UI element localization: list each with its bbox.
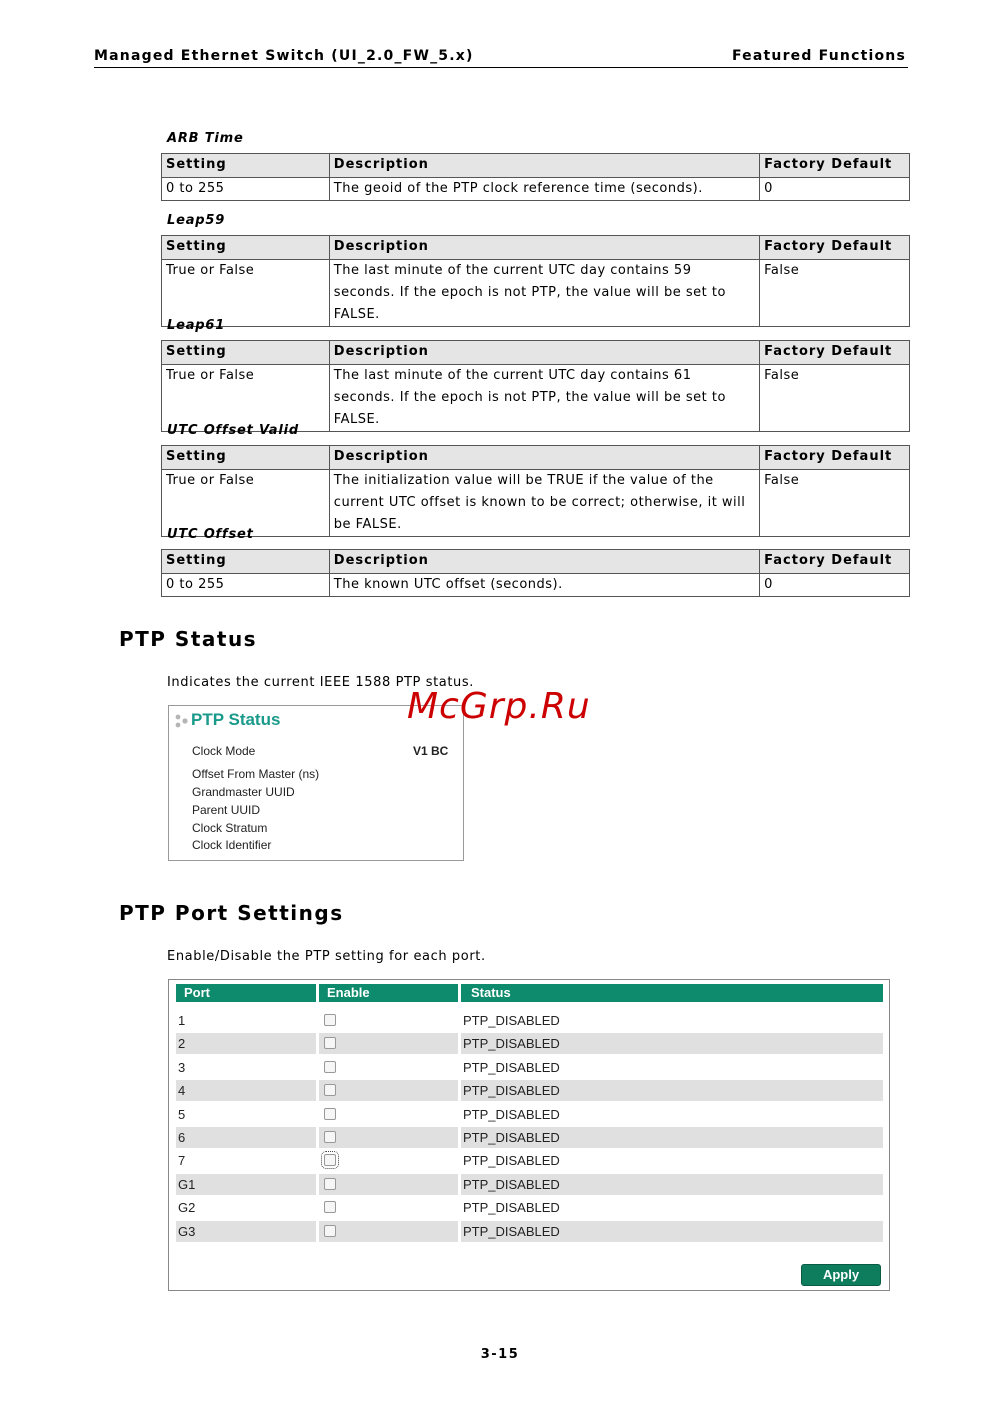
setting-cell: True or False	[162, 470, 330, 537]
enable-cell	[319, 1010, 458, 1031]
table-row	[176, 1104, 883, 1125]
col-header-port: Port	[176, 984, 316, 1002]
bullet-dots-icon	[174, 713, 190, 729]
enable-cell	[319, 1127, 458, 1148]
status-cell: PTP_DISABLED	[463, 1013, 560, 1028]
col-header: Setting	[162, 154, 330, 178]
default-cell: False	[760, 365, 910, 432]
col-header: Factory Default	[760, 446, 910, 470]
port-cell: 3	[178, 1059, 186, 1075]
param-table-utc-offset	[161, 549, 910, 597]
status-cell: PTP_DISABLED	[461, 1221, 883, 1242]
port-cell: 7	[178, 1153, 186, 1169]
col-header: Description	[329, 341, 759, 365]
panel-title: PTP Status	[191, 710, 281, 729]
ptp-port-panel	[168, 979, 890, 1291]
setting-cell: 0 to 255	[162, 574, 330, 597]
header-left: Managed Ethernet Switch (UI_2.0_FW_5.x)	[94, 48, 474, 64]
port-cell: 6	[176, 1127, 316, 1148]
col-header: Setting	[162, 550, 330, 574]
section-intro-ptp-status: Indicates the current IEEE 1588 PTP status.	[167, 675, 475, 690]
param-table-leap61	[161, 340, 910, 432]
section-title-ptp-port: PTP Port Settings	[119, 901, 344, 925]
port-cell: G2	[178, 1200, 196, 1216]
col-header: Description	[329, 236, 759, 260]
status-cell: PTP_DISABLED	[461, 1127, 883, 1148]
setting-cell: True or False	[162, 260, 330, 327]
default-cell: False	[760, 470, 910, 537]
col-header: Factory Default	[760, 341, 910, 365]
watermark: McGrp.Ru	[407, 686, 591, 727]
enable-cell	[319, 1057, 458, 1078]
status-value-clock-mode: V1 BC	[413, 744, 449, 758]
page-header	[94, 48, 908, 68]
status-label-parent-uuid: Parent UUID	[192, 803, 261, 817]
setting-cell: 0 to 255	[162, 178, 330, 201]
status-cell: PTP_DISABLED	[463, 1059, 560, 1075]
enable-cell	[319, 1150, 458, 1171]
param-table-utc-offset-valid	[161, 445, 910, 537]
enable-checkbox[interactable]	[324, 1178, 336, 1190]
col-header: Factory Default	[760, 550, 910, 574]
status-cell: PTP_DISABLED	[461, 1033, 883, 1054]
status-cell: PTP_DISABLED	[463, 1153, 560, 1169]
section-intro-ptp-port: Enable/Disable the PTP setting for each port.	[167, 949, 486, 964]
table-row	[176, 1127, 883, 1148]
enable-cell	[319, 1033, 458, 1054]
enable-checkbox[interactable]	[324, 1061, 336, 1073]
enable-checkbox[interactable]	[324, 1154, 336, 1166]
enable-cell	[319, 1104, 458, 1125]
status-label-clock-stratum: Clock Stratum	[192, 821, 268, 835]
port-cell: 2	[176, 1033, 316, 1054]
description-cell: The initialization value will be TRUE if the value of the current UTC offset is known to be correct; otherwise, it will be FALSE.	[329, 470, 759, 537]
section-title-ptp-status: PTP Status	[119, 627, 258, 651]
apply-button[interactable]: Apply	[801, 1264, 881, 1286]
page-number: 3-15	[480, 1347, 520, 1362]
table-row	[176, 1174, 883, 1195]
table-row	[176, 1033, 883, 1054]
default-cell: 0	[760, 574, 910, 597]
col-header: Setting	[162, 446, 330, 470]
status-label-clock-identifier: Clock Identifier	[192, 838, 272, 852]
port-cell: 1	[178, 1013, 186, 1028]
col-header: Setting	[162, 236, 330, 260]
status-cell: PTP_DISABLED	[461, 1080, 883, 1101]
param-title-utc-offset-valid: UTC Offset Valid	[167, 423, 299, 438]
param-title-arb-time: ARB Time	[167, 131, 244, 146]
default-cell: 0	[760, 178, 910, 201]
enable-cell	[319, 1080, 458, 1101]
setting-cell: True or False	[162, 365, 330, 432]
param-table-arb-time	[161, 153, 910, 201]
port-cell: G3	[176, 1221, 316, 1242]
enable-cell	[319, 1221, 458, 1242]
enable-checkbox[interactable]	[324, 1014, 336, 1026]
col-header: Description	[329, 154, 759, 178]
col-header: Factory Default	[760, 154, 910, 178]
col-header: Setting	[162, 341, 330, 365]
table-row	[176, 1057, 883, 1078]
status-label-offset: Offset From Master (ns)	[192, 767, 320, 781]
default-cell: False	[760, 260, 910, 327]
table-row	[176, 1010, 883, 1031]
port-cell: 5	[178, 1106, 186, 1122]
ptp-status-panel	[168, 705, 464, 861]
col-header: Factory Default	[760, 236, 910, 260]
description-cell: The last minute of the current UTC day contains 59 seconds. If the epoch is not PTP, the value will be set to FALSE.	[329, 260, 759, 327]
col-header-status: Status	[461, 984, 883, 1002]
enable-checkbox[interactable]	[324, 1037, 336, 1049]
col-header-enable: Enable	[319, 984, 458, 1002]
status-cell: PTP_DISABLED	[463, 1200, 560, 1216]
description-cell: The geoid of the PTP clock reference time (seconds).	[329, 178, 759, 201]
port-cell: G1	[176, 1174, 316, 1195]
status-label-clock-mode: Clock Mode	[192, 744, 256, 758]
enable-checkbox[interactable]	[324, 1131, 336, 1143]
col-header: Description	[329, 446, 759, 470]
table-row	[176, 1197, 883, 1218]
table-row	[176, 1080, 883, 1101]
status-cell: PTP_DISABLED	[461, 1174, 883, 1195]
enable-cell	[319, 1174, 458, 1195]
header-right: Featured Functions	[731, 48, 906, 64]
col-header: Description	[329, 550, 759, 574]
table-row	[176, 1150, 883, 1171]
param-title-utc-offset: UTC Offset	[167, 527, 254, 542]
param-table-leap59	[161, 235, 910, 327]
table-row	[176, 1221, 883, 1242]
enable-checkbox[interactable]	[324, 1225, 336, 1237]
description-cell: The known UTC offset (seconds).	[329, 574, 759, 597]
enable-checkbox[interactable]	[324, 1084, 336, 1096]
status-cell: PTP_DISABLED	[463, 1106, 560, 1122]
enable-cell	[319, 1197, 458, 1218]
port-cell: 4	[176, 1080, 316, 1101]
enable-checkbox[interactable]	[324, 1108, 336, 1120]
enable-checkbox[interactable]	[324, 1201, 336, 1213]
description-cell: The last minute of the current UTC day contains 61 seconds. If the epoch is not PTP, the value will be set to FALSE.	[329, 365, 759, 432]
param-title-leap61: Leap61	[167, 318, 226, 333]
param-title-leap59: Leap59	[167, 213, 226, 228]
status-label-grandmaster: Grandmaster UUID	[192, 785, 295, 799]
